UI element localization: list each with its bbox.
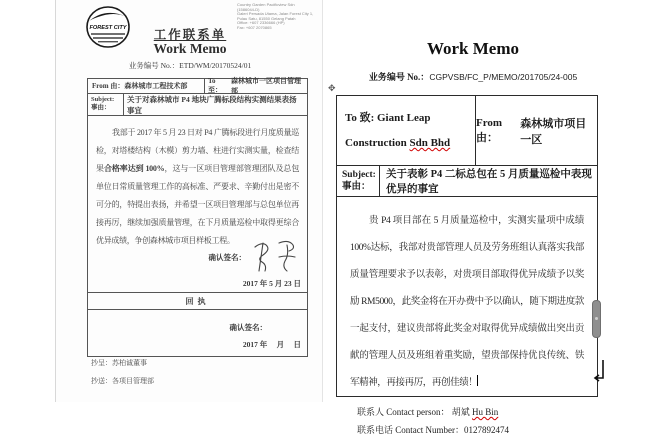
confirm-date: 2017 年 5 月 23 日 [242,279,301,288]
from-cell [88,79,205,93]
from-cell [476,96,597,165]
subject-label-en: Subject: [91,96,115,103]
table-anchor-icon[interactable]: ✥ [328,83,336,93]
cc-line-2: 抄送：各项目管理部 [91,377,154,385]
company-line: Office: +607 2336666 (HP) [237,20,285,26]
company-line: Galeri Persada Utama, Jalan Forest City 1, [237,11,314,17]
confirm-signature-label: 确认签名： [208,252,246,262]
contact-person-label: 联系人 Contact person： [357,407,452,417]
to-cell [337,96,476,165]
from-to-row [88,79,307,94]
subject-row [88,94,307,116]
contact-number-label: 联系电话 Contact Number： [357,425,464,435]
contact-number-line [357,421,597,439]
body-text-2: ，这与一区项目管理部管理团队及总包单位日常质量管理工作的高标准、严要求、辛勤付出是密不可分的，特提出表扬，并希望一区项目管理部与总包单位再接再厉，继续加强质量管理，在下月质量巡检中取得更综合优异成绩，争创森林城市项目样板工程。 [96,164,300,245]
text-cursor [477,375,478,386]
paragraph-return-icon [591,358,609,386]
company-line: Country Garden Pacificview Sdn [237,2,295,7]
from-value: 森林城市项目一区 [520,117,587,146]
to-from-row [337,96,597,166]
confirm-signature-block [209,237,302,289]
contact-person-line [357,403,597,421]
memo-body-paragraph [337,197,597,397]
subject-label-cell [88,94,124,115]
subject-label-cn: 事由： [342,182,371,192]
to-cell [205,79,307,93]
logo-text: FOREST CITY [89,25,127,31]
subject-value: 关于对森林城市 P4 地块广腾标段结构实测结果表扬事宜 [127,94,297,115]
memo-body-cell [337,197,597,435]
memo-table [87,78,308,357]
to-value: 森林城市一区项目管理部 [230,77,301,95]
from-label: From 由： [92,82,125,90]
memo-title-english: Work Memo [153,41,227,56]
subject-value: 关于表彰 P4 二标总包在 5 月质量巡检中表现优异的事宜 [386,169,592,195]
to-value: Giant Leap Construction [345,112,431,149]
to-label: To 致: [345,112,377,124]
body-text-1: 我部于 2017 年 5 月 23 日对 P4 广腾标段进行月度质量巡检，对塔楼结构（木模）剪力墙、柱进行实测实量，检查结果 [96,128,299,173]
body-text-bold: 合格率达到 100% [103,164,165,173]
memo-table [336,95,598,435]
from-value: 森林城市工程技术部 [124,82,188,90]
company-line: Fax: +607 2070865 [237,24,272,30]
receipt-date: 2017 年 月 日 [242,340,301,349]
scanned-memo-page [55,0,323,402]
receipt-confirm-label: 确认签名： [229,323,267,332]
contact-number-value: 0127892474 [464,425,509,435]
memo-reference-number: 业务编号 No.：ETD/WM/20170524/01 [128,61,252,70]
to-value-spellcheck: Sdn Bhd [409,137,451,149]
company-line: Pulau Satu, 81550 Gelang Patah [237,15,296,21]
contact-block [337,397,597,439]
reference-number: CGPVSB/FC_P/MEMO/201705/24-005 [429,72,578,82]
memo-reference-line [325,70,621,83]
reference-label: 业务编号 No.： [368,72,430,82]
word-memo-page [325,0,621,435]
subject-label-cn: 事由： [91,104,111,111]
subject-row [337,166,597,197]
signature-handwriting [249,237,301,277]
contact-person-name-en: Hu Bin [472,407,499,417]
cc-line-1: 抄呈：苏柏诚董事 [91,359,147,367]
receipt-signature-row [88,310,307,356]
subject-label-cell [337,166,380,196]
memo-title-chinese: 工作联系单 [153,28,227,42]
memo-body-cell [88,116,307,293]
subject-label-en: Subject: [342,170,376,180]
receipt-header-row: 回执 [88,293,307,310]
contact-person-name-cn: 胡斌 [451,407,473,417]
company-line: (1586044-D) [237,6,260,12]
to-label: To 至： [208,77,222,94]
memo-body-paragraph [88,116,307,250]
scrollbar-thumb[interactable] [592,300,601,338]
body-text: 贵 P4 项目部在 5 月质量巡检中，实测实量项中成绩 100%达标，我部对贵部管理人员及劳务班组认真落实我部质量管理要求予以表彰，对贵项目部取得优异成绩予以奖励 RM5000，此奖金将在开办费中予以确认，随下期进度款一起支付，建议贵部将此奖金对取得优异成绩做出突出贡献的管理人员及班组着重奖励，望贵部保持优良传统、铁军精神，再接再厉，再创佳绩！ [350,216,584,388]
from-label: From 由： [476,116,503,144]
memo-title: Work Memo [426,39,520,58]
